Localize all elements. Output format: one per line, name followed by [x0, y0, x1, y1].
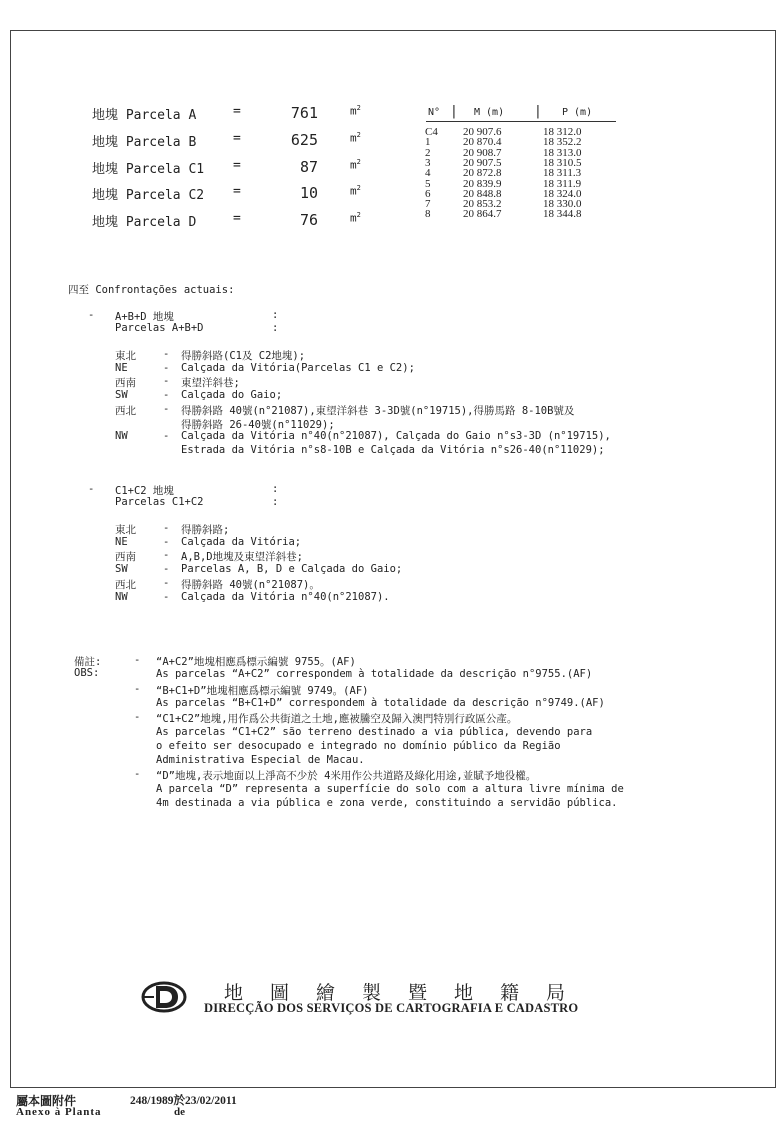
- direction-sep: -: [163, 563, 170, 576]
- header-n: N°: [428, 107, 441, 118]
- unit-exponent: 2: [356, 104, 361, 112]
- coord-p: 18 324.0: [543, 187, 582, 200]
- boundary-text: Parcelas A, B, D e Calçada do Gaio;: [181, 563, 403, 576]
- coord-m: 20 839.9: [463, 177, 502, 190]
- parcel-unit: [350, 104, 361, 118]
- direction-sep: -: [163, 549, 170, 562]
- note-dash: -: [134, 768, 141, 781]
- boundary-text: 東望洋斜巷;: [181, 377, 240, 390]
- note-line: “C1+C2”地塊,用作爲公共街道之土地,應被騰空及歸入澳門特別行政區公產。: [156, 713, 518, 726]
- coordinate-row: [425, 209, 615, 219]
- note-line: “A+C2”地塊相應爲標示編號 9755。(AF): [156, 656, 356, 668]
- group-title-cn: C1+C2 地塊: [115, 485, 174, 497]
- coordinate-row: [425, 179, 615, 189]
- coordinate-row: [425, 127, 615, 137]
- coord-m: 20 870.4: [463, 136, 502, 149]
- note-dash: -: [134, 682, 141, 695]
- parcel-area: 76: [299, 211, 318, 229]
- note-line: o efeito ser desocupado e integrado no domínio público da Região: [156, 739, 561, 752]
- annex-de: de: [174, 1106, 185, 1118]
- parcel-unit: [350, 184, 361, 198]
- boundary-text: 得勝斜路(C1及 C2地塊);: [181, 350, 306, 362]
- parcel-area: 87: [299, 158, 318, 176]
- note-line: As parcelas “B+C1+D” correspondem à totalidade da descrição n°9749.(AF): [156, 696, 605, 709]
- group-title-cn: A+B+D 地塊: [115, 311, 174, 323]
- coord-p: 18 330.0: [543, 198, 582, 211]
- unit-label: m: [350, 158, 357, 172]
- note-line: As parcelas “C1+C2” são terreno destinado a via pública, devendo para: [156, 725, 593, 738]
- unit-exponent: 2: [356, 131, 361, 139]
- unit-label: m: [350, 211, 357, 225]
- note-line: “B+C1+D”地塊相應爲標示編號 9749。(AF): [156, 684, 369, 697]
- agency-name-pt: DIRECÇÃO DOS SERVIÇOS DE CARTOGRAFIA E CADASTRO: [204, 1001, 579, 1015]
- note-line: As parcelas “A+C2” correspondem à totalidade da descrição n°9755.(AF): [156, 668, 593, 681]
- group-colon: :: [272, 309, 279, 321]
- coordinate-row: [425, 199, 615, 209]
- header-m: M (m): [474, 107, 505, 118]
- boundary-text: 得勝斜路 26-40號(n°11029);: [181, 418, 335, 431]
- boundary-text: Estrada da Vitória n°s8-10B e Calçada da Vitória n°s26-40(n°11029);: [181, 443, 605, 456]
- agency-char: 局: [546, 982, 566, 1004]
- direction-label: 東北: [115, 524, 136, 536]
- group-title-pt: Parcelas A+B+D: [115, 322, 204, 334]
- parcel-unit: [350, 158, 361, 172]
- coord-point: 7: [425, 198, 431, 211]
- agency-char: 繪: [316, 982, 336, 1004]
- parcel-unit: [350, 211, 361, 225]
- group-colon: :: [272, 496, 279, 508]
- direction-sep: -: [163, 522, 170, 534]
- boundary-text: 得勝斜路;: [181, 524, 230, 536]
- coord-p: 18 344.8: [543, 208, 582, 221]
- coordinate-row: [425, 158, 615, 168]
- direction-label: SW: [115, 389, 128, 402]
- parcel-row: [92, 131, 382, 149]
- boundary-text: Calçada do Gaio;: [181, 389, 283, 402]
- coord-p: 18 312.0: [543, 126, 582, 138]
- coord-point: 4: [425, 167, 431, 180]
- boundary-text: 得勝斜路 40號(n°21087)。: [181, 578, 320, 591]
- parcel-row: [92, 184, 382, 202]
- parcel-row: [92, 211, 382, 229]
- direction-label: 東北: [115, 350, 136, 362]
- unit-exponent: 2: [356, 211, 361, 219]
- header-sep-1: |: [450, 104, 458, 119]
- parcel-unit: [350, 131, 361, 145]
- direction-sep: -: [163, 430, 170, 443]
- coord-point: 2: [425, 146, 431, 159]
- direction-label: SW: [115, 563, 128, 576]
- direction-label: NE: [115, 535, 128, 548]
- direction-sep: -: [163, 576, 170, 589]
- direction-sep: -: [163, 402, 170, 415]
- coord-m: 20 853.2: [463, 198, 502, 211]
- parcel-name: 地塊 Parcela B: [92, 135, 197, 150]
- parcel-name: 地塊 Parcela A: [92, 108, 197, 123]
- agency-char: 地: [224, 982, 244, 1004]
- group-dash: -: [88, 309, 95, 321]
- unit-label: m: [350, 131, 357, 145]
- unit-exponent: 2: [356, 158, 361, 166]
- group-dash: -: [88, 483, 95, 495]
- boundary-text: Calçada da Vitória n°40(n°21087).: [181, 590, 390, 603]
- parcel-name: 地塊 Parcela D: [92, 215, 197, 230]
- annex-label-pt: Anexo à Planta: [16, 1106, 102, 1118]
- header-p: P (m): [562, 107, 593, 118]
- group-colon: :: [272, 483, 279, 495]
- annex-reference: 248/1989於23/02/2011: [130, 1095, 237, 1107]
- direction-label: NW: [115, 430, 128, 443]
- coord-p: 18 352.2: [543, 136, 582, 149]
- notes-label-pt: OBS:: [74, 667, 100, 679]
- parcel-equals: =: [233, 211, 241, 226]
- unit-label: m: [350, 104, 357, 118]
- parcel-equals: =: [233, 158, 241, 173]
- coordinate-row: [425, 168, 615, 178]
- direction-label: NE: [115, 361, 128, 374]
- coord-point: 8: [425, 208, 431, 221]
- parcel-area: 10: [299, 184, 318, 202]
- boundary-text: Calçada da Vitória;: [181, 535, 302, 548]
- direction-label: 西北: [115, 578, 136, 591]
- coord-m: 20 907.6: [463, 126, 502, 138]
- parcel-name: 地塊 Parcela C1: [92, 162, 205, 177]
- note-dash: -: [134, 711, 141, 724]
- note-line: 4m destinada a via pública e zona verde, constituindo a servidão pública.: [156, 797, 618, 809]
- coord-p: 18 311.3: [543, 167, 582, 180]
- coord-point: 1: [425, 136, 431, 149]
- note-line: “D”地塊,表示地面以上淨高不少於 4米用作公共道路及綠化用途,並賦予地役權。: [156, 770, 537, 783]
- coord-p: 18 311.9: [543, 177, 582, 190]
- parcel-area: 625: [290, 131, 318, 149]
- coordinates-header: [426, 105, 616, 122]
- coord-m: 20 907.5: [463, 156, 502, 169]
- coordinate-row: [425, 189, 615, 199]
- parcel-equals: =: [233, 131, 241, 146]
- direction-label: NW: [115, 590, 128, 603]
- agency-char: 地: [454, 982, 474, 1004]
- parcel-equals: =: [233, 104, 241, 119]
- direction-sep: -: [163, 389, 170, 402]
- annex-label-cn: 屬本圖附件: [16, 1094, 77, 1108]
- parcel-row: [92, 158, 382, 176]
- direction-label: 西北: [115, 404, 136, 417]
- parcel-area: 761: [290, 104, 318, 122]
- coord-m: 20 872.8: [463, 167, 502, 180]
- note-line: A parcela “D” representa a superfície do solo com a altura livre mínima de: [156, 782, 624, 795]
- coord-point: C4: [425, 126, 438, 138]
- boundary-text: Calçada da Vitória(Parcelas C1 e C2);: [181, 361, 415, 374]
- direction-sep: -: [163, 361, 170, 374]
- coord-p: 18 310.5: [543, 156, 582, 169]
- boundary-text: Calçada da Vitória n°40(n°21087), Calçada do Gaio n°s3-3D (n°19715),: [181, 430, 611, 443]
- agency-char: 圖: [270, 982, 290, 1004]
- parcel-name: 地塊 Parcela C2: [92, 188, 205, 203]
- coord-m: 20 864.7: [463, 208, 502, 221]
- coordinate-row: [425, 148, 615, 158]
- parcel-equals: =: [233, 184, 241, 199]
- coord-m: 20 848.8: [463, 187, 502, 200]
- group-colon: :: [272, 322, 279, 334]
- coord-point: 6: [425, 187, 431, 200]
- notes-label-cn: 備註:: [74, 656, 102, 668]
- note-line: Administrativa Especial de Macau.: [156, 754, 365, 767]
- agency-char: 暨: [408, 982, 428, 1004]
- direction-sep: -: [163, 348, 170, 360]
- boundary-text: 得勝斜路 40號(n°21087),東望洋斜巷 3-3D號(n°19715),得勝馬路 8-10B號及: [181, 404, 575, 417]
- direction-sep: -: [163, 535, 170, 548]
- dscc-logo-icon: [140, 977, 190, 1017]
- unit-exponent: 2: [356, 184, 361, 192]
- group-title-pt: Parcelas C1+C2: [115, 496, 204, 508]
- header-sep-2: |: [534, 104, 542, 119]
- confrontations-title: 四至 Confrontações actuais:: [68, 284, 235, 296]
- agency-char: 製: [362, 982, 382, 1004]
- note-dash: -: [134, 654, 141, 666]
- parcel-row: [92, 104, 382, 122]
- direction-label: 西南: [115, 377, 136, 390]
- coord-p: 18 313.0: [543, 146, 582, 159]
- direction-label: 西南: [115, 551, 136, 564]
- boundary-text: A,B,D地塊及東望洋斜巷;: [181, 551, 303, 564]
- direction-sep: -: [163, 375, 170, 388]
- direction-sep: -: [163, 590, 170, 603]
- coord-point: 3: [425, 156, 431, 169]
- coord-point: 5: [425, 177, 431, 190]
- coordinate-row: [425, 137, 615, 147]
- unit-label: m: [350, 184, 357, 198]
- coord-m: 20 908.7: [463, 146, 502, 159]
- agency-char: 籍: [500, 982, 520, 1004]
